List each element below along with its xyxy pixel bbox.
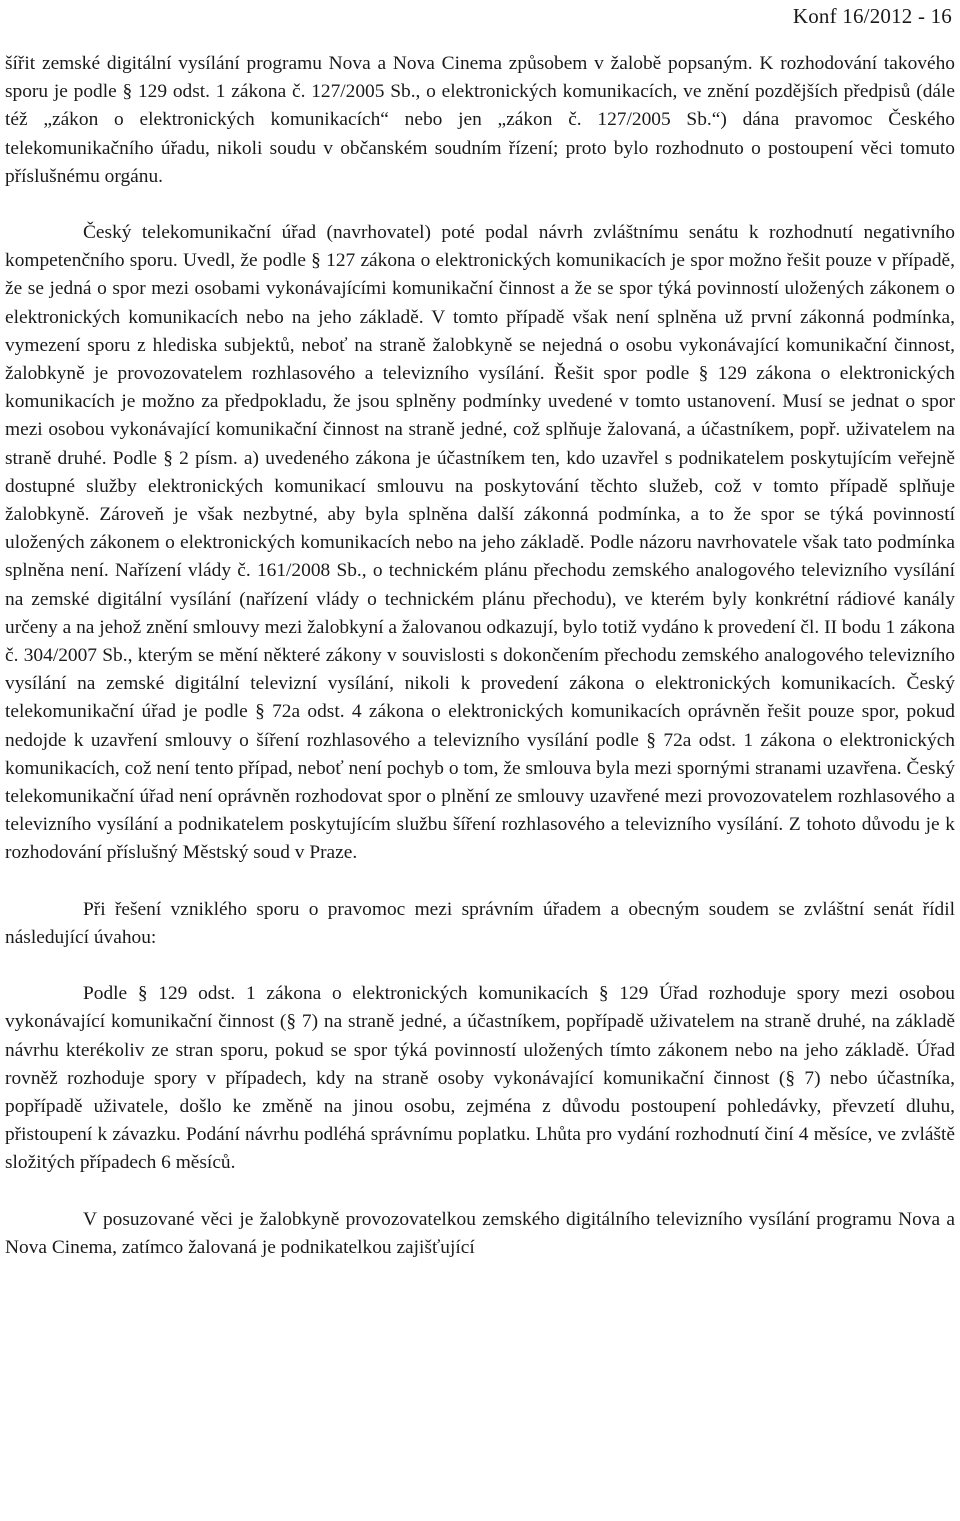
- paragraph-proposal: Český telekomunikační úřad (navrhovatel) poté podal návrh zvláštnímu senátu k rozhodnutí negativního kompetenčního sporu. Uvedl, že podle § 127 zákona o elektronických komunikacích je spor možno řešit pouze v případě, že se jedná o spor mezi osobami vykonávajícími komunikační činnost a že se spor týká povinností uložených zákonem o elektronických komunikacích nebo na jeho základě. V tomto případě však není splněna už první zákonná podmínka, vymezení sporu z hlediska subjektů, neboť na straně žalobkyně se nejedná o osobu vykonávající komunikační činnost, žalobkyně je provozovatelem rozhlasového a televizního vysílání. Řešit spor podle § 129 zákona o elektronických komunikacích je možno za předpokladu, že jsou splněny podmínky uvedené v tomto ustanovení. Musí se jednat o spor mezi osobou vykonávající komunikační činnost na straně jedné, což splňuje žalovaná, a účastníkem, popř. uživatelem na straně druhé. Podle § 2 písm. a) uvedeného zákona je účastníkem ten, kdo uzavřel s podnikatelem poskytujícím veřejně dostupné služby elektronických komunikací smlouvu na poskytování těchto služeb, což v tomto případě splňuje žalobkyně. Zároveň je však nezbytné, aby byla splněna další zákonná podmínka, a to že spor se týká povinností uložených zákonem o elektronických komunikacích nebo na jeho základě. Podle názoru navrhovatele však tato podmínka splněna není. Nařízení vlády č. 161/2008 Sb., o technickém plánu přechodu zemského analogového televizního vysílání na zemské digitální vysílání (nařízení vlády o technickém plánu přechodu), ve kterém byly konkrétní rádiové kanály určeny a na jehož znění smlouvy mezi žalobkyní a žalovanou odkazují, bylo totiž vydáno k provedení čl. II bodu 1 zákona č. 304/2007 Sb., kterým se mění některé zákony v souvislosti s dokončením přechodu zemského analogového televizního vysílání na zemské digitální televizní vysílání, nikoli k provedení zákona o elektronických komunikacích. Český telekomunikační úřad je podle § 72a odst. 4 zákona o elektronických komunikacích oprávněn řešit pouze spor, pokud nedojde k uzavření smlouvy o šíření rozhlasového a televizního vysílání podle § 72a odst. 1 zákona o elektronických komunikacích, což není tento případ, neboť není pochyb o tom, že smlouva byla mezi spornými stranami uzavřena. Český telekomunikační úřad není oprávněn rozhodovat spor o plnění ze smlouvy uzavřené mezi provozovatelem rozhlasového a televizního vysílání a podnikatelem poskytujícím službu šíření rozhlasového a televizního vysílání. Z tohoto důvodu je k rozhodování příslušný Městský soud v Praze.: [5, 222, 955, 864]
- paragraph-intro: šířit zemské digitální vysílání programu Nova a Nova Cinema způsobem v žalobě popsaným. K rozhodování takového sporu je podle § 129 odst. 1 zákona č. 127/2005 Sb., o elektronických komunikacích, ve znění pozdějších předpisů (dále též „zákon o elektronických komunikacích“ nebo jen „zákon č. 127/2005 Sb.“) dána pravomoc Českého telekomunikačního úřadu, nikoli soudu v občanském soudním řízení; proto bylo rozhodnuto o postoupení věci tomuto příslušnému orgánu.: [5, 53, 955, 187]
- paragraph-statute-quote: Podle § 129 odst. 1 zákona o elektronických komunikacích § 129 Úřad rozhoduje spory mezi osobou vykonávající komunikační činnost (§ 7) na straně jedné, a účastníkem, popřípadě uživatelem na straně druhé, na základě návrhu kterékoliv ze stran sporu, pokud se spor týká povinností uložených tímto zákonem nebo na jeho základě. Úřad rovněž rozhoduje spory v případech, kdy na straně osoby vykonávající komunikační činnost (§ 7) nebo účastníka, popřípadě uživatele, došlo ke změně na jinou osobu, zejména z důvodu postoupení pohledávky, převzetí dluhu, přistoupení k závazku. Podání návrhu podléhá správnímu poplatku. Lhůta pro vydání rozhodnutí činí 4 měsíce, ve zvláště složitých případech 6 měsíců.: [5, 983, 955, 1174]
- paragraph-assessment: V posuzované věci je žalobkyně provozovatelkou zemského digitálního televizního vysílání programu Nova a Nova Cinema, zatímco žalovaná je podnikatelkou zajišťující: [5, 1208, 955, 1258]
- paragraph-consideration: Při řešení vzniklého sporu o pravomoc mezi správním úřadem a obecným soudem se zvláštní senát řídil následující úvahou:: [5, 898, 955, 948]
- document-body: [5, 50, 955, 1262]
- running-header: Konf 16/2012 - 16: [792, 4, 952, 28]
